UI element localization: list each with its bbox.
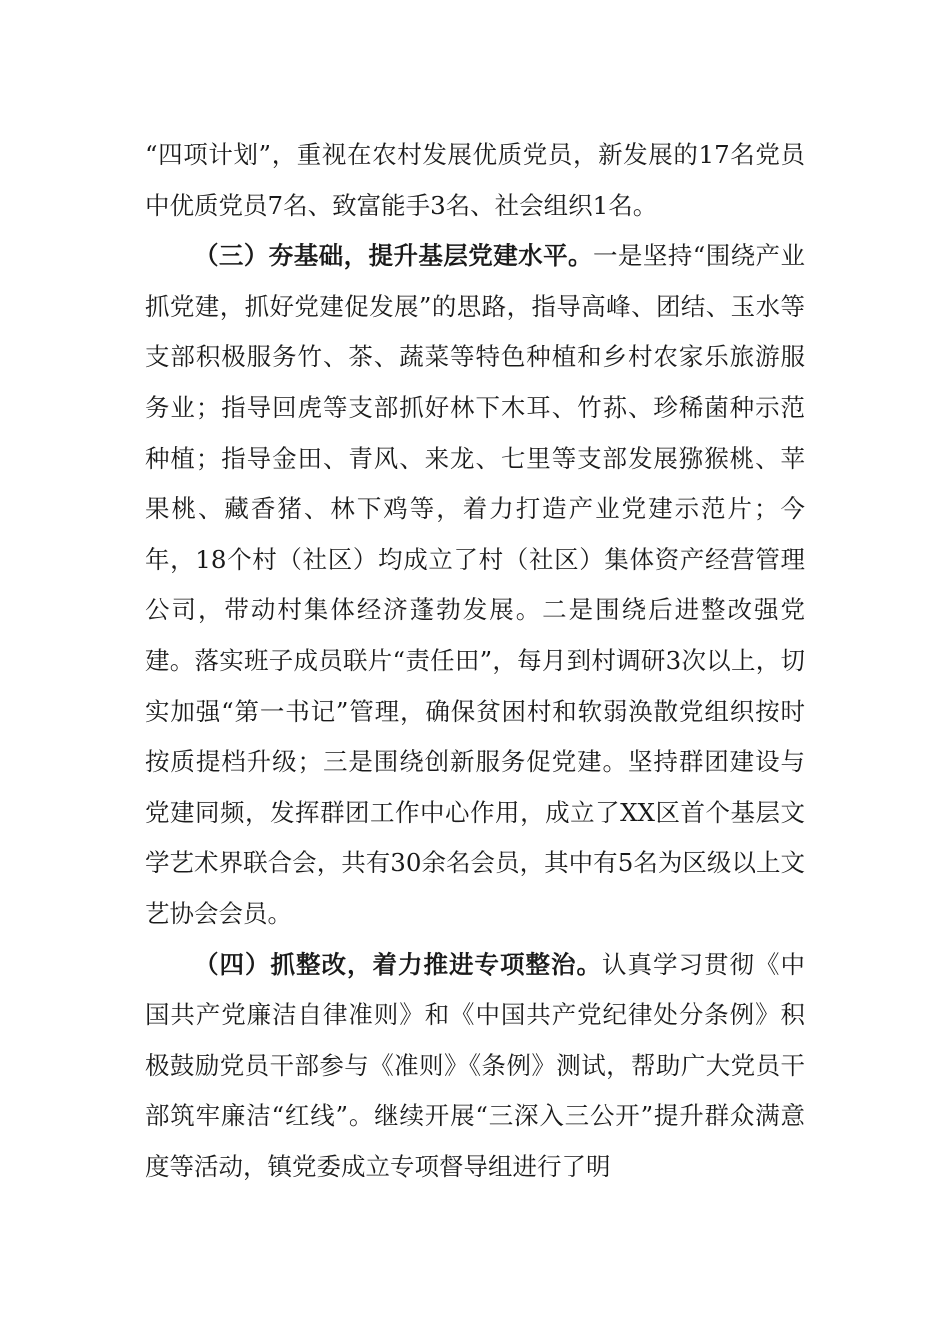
- paragraph-section-3: [145, 231, 805, 939]
- paragraph-text: “四项计划”，重视在农村发展优质党员，新发展的17名党员中优质党员7名、致富能手3名、社会组织1名。: [145, 140, 805, 220]
- paragraph-text: 一是坚持“围绕产业抓党建，抓好党建促发展”的思路，指导高峰、团结、玉水等支部积极服务竹、茶、蔬菜等特色种植和乡村农家乐旅游服务业；指导回虎等支部抓好林下木耳、竹荪、珍稀菌种示范种植；指导金田、青风、来龙、七里等支部发展猕猴桃、苹果桃、藏香猪、林下鸡等，着力打造产业党建示范片；今年，18个村（社区）均成立了村（社区）集体资产经营管理公司，带动村集体经济蓬勃发展。二是围绕后进整改强党建。落实班子成员联片“责任田”，每月到村调研3次以上，切实加强“第一书记”管理，确保贫困村和软弱涣散党组织按时按质提档升级；三是围绕创新服务促党建。坚持群团建设与党建同频，发挥群团工作中心作用，成立了XX区首个基层文学艺术界联合会，共有30余名会员，其中有5名为区级以上文艺协会会员。: [145, 241, 805, 928]
- section-heading: （四）抓整改，着力推进专项整治。: [194, 949, 602, 979]
- paragraph-section-4: [145, 940, 805, 1193]
- document-page: [145, 130, 805, 1192]
- paragraph-text: 认真学习贯彻《中国共产党廉洁自律准则》和《中国共产党纪律处分条例》积极鼓励党员干部参与《准则》《条例》测试，帮助广大党员干部筑牢廉洁“红线”。继续开展“三深入三公开”提升群众满意度等活动，镇党委成立专项督导组进行了明: [145, 949, 805, 1181]
- paragraph-continuation: [145, 130, 805, 231]
- section-heading: （三）夯基础，提升基层党建水平。: [194, 241, 593, 271]
